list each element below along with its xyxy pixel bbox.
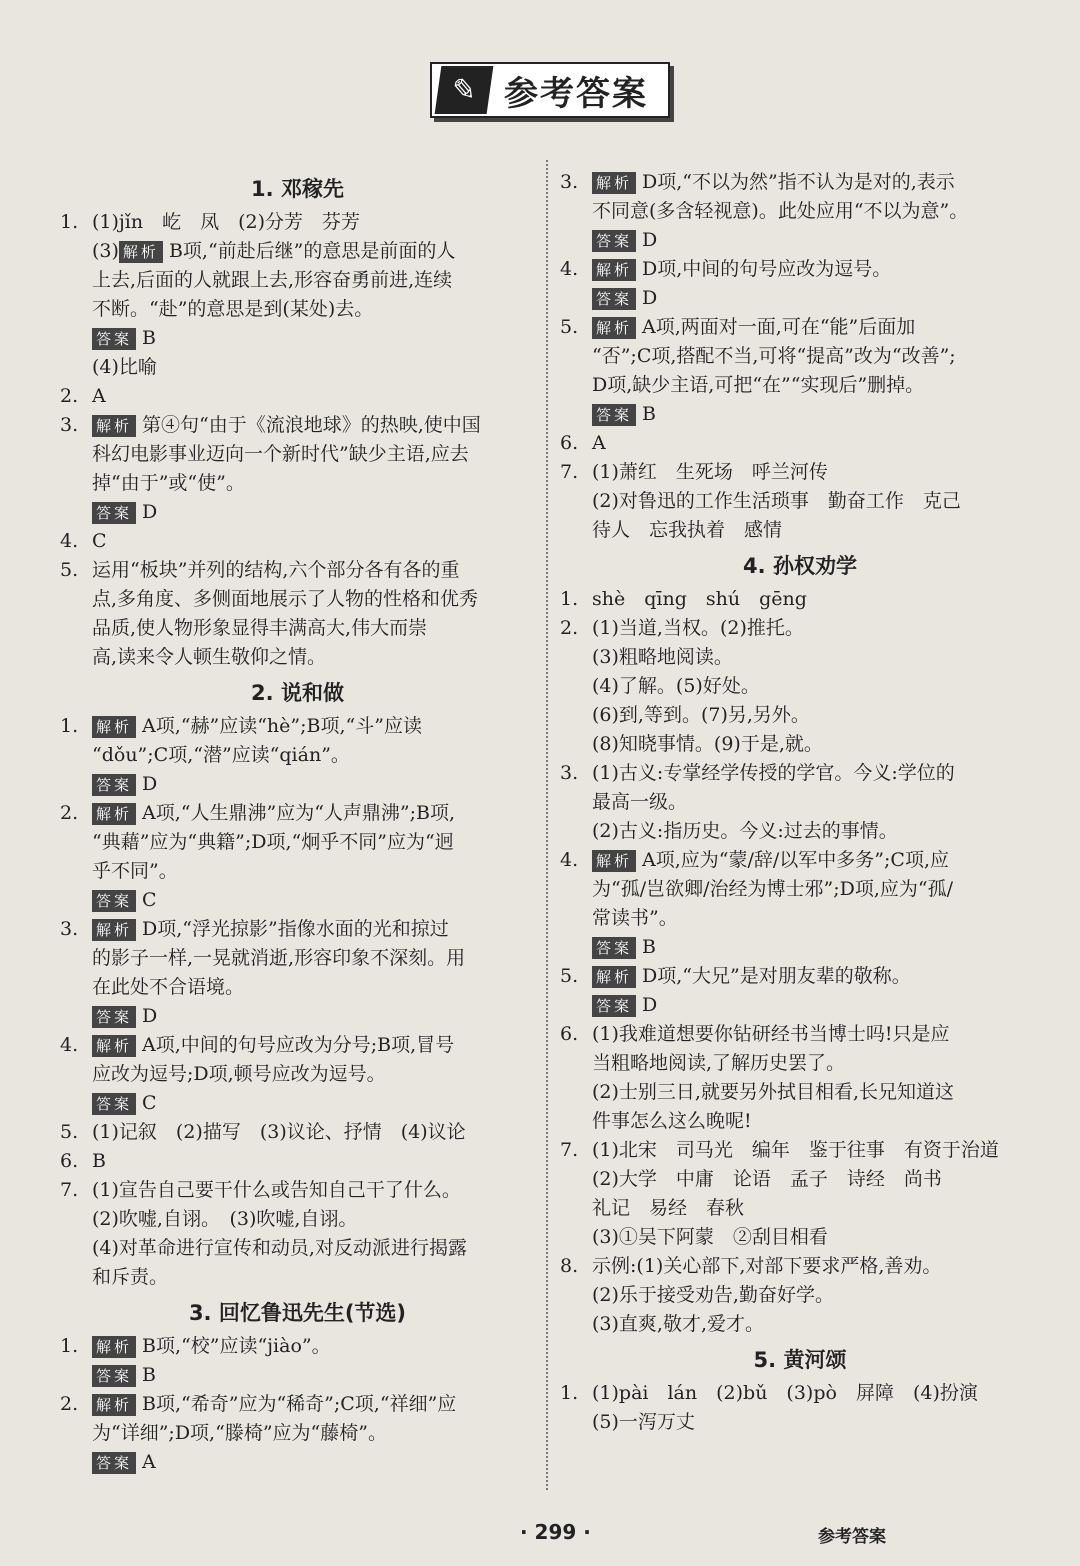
line-text: B项,“校”应读“jiào”。 [142,1335,331,1357]
answer-item [60,1332,535,1390]
answer-line [592,284,1040,313]
answer-item [560,1020,1040,1136]
answer-line [592,1379,1040,1408]
answer-line [592,313,1040,342]
answer-tag: 答案 [592,937,636,959]
answer-item [60,411,535,527]
answer-line [92,498,535,527]
answer-item [60,237,535,382]
item-number: 2. [60,1393,79,1415]
line-text: 不断。“赴”的意思是到(某处)去。 [92,298,374,320]
answer-line [592,614,1040,643]
answer-item [560,1252,1040,1339]
answer-line [92,1332,535,1361]
item-number: 3. [60,918,79,940]
answer-line [592,904,1040,933]
answer-line [592,1078,1040,1107]
line-text: B [92,1150,106,1172]
answer-line [92,411,535,440]
answer-line [592,1165,1040,1194]
line-text: (1)萧红 生死场 呼兰河传 [592,461,828,483]
answer-line [592,371,1040,400]
analysis-tag: 解析 [92,1394,136,1416]
answer-line [592,487,1040,516]
item-number: 4. [560,258,579,280]
item-number: 1. [60,1335,79,1357]
item-number: 4. [60,530,79,552]
line-text: A [92,385,106,407]
answer-item [60,1118,535,1147]
line-text: D [142,773,158,795]
answer-line [92,1361,535,1390]
answer-line [592,1252,1040,1281]
section-title: 5. 黄河颂 [753,1348,847,1372]
line-text: D [142,501,158,523]
answer-line [92,614,535,643]
analysis-tag: 解析 [119,241,163,263]
answer-item [560,255,1040,313]
line-text: (2)士别三日,就要另外拭目相看,长兄知道这 [592,1081,954,1103]
item-number: 3. [560,171,579,193]
answer-line [92,1448,535,1477]
line-text: A项,两面对一面,可在“能”后面加 [642,316,916,338]
answer-line [592,962,1040,991]
line-text: B项,“希奇”应为“稀奇”;C项,“祥细”应 [142,1393,457,1415]
answer-line [92,295,535,324]
analysis-tag: 解析 [92,919,136,941]
answer-tag: 答案 [592,288,636,310]
line-prefix: (3) [92,240,119,262]
page-number: · 299 · [520,1520,591,1544]
answer-line [592,1310,1040,1339]
answer-line [592,516,1040,545]
column-divider [546,160,548,1490]
item-number: 7. [60,1179,79,1201]
line-text: 示例:(1)关心部下,对部下要求严格,善劝。 [592,1255,942,1277]
answer-line [592,643,1040,672]
answer-line [92,1176,535,1205]
item-number: 1. [60,715,79,737]
answer-line [592,1223,1040,1252]
analysis-tag: 解析 [92,1035,136,1057]
item-number: 1. [560,588,579,610]
line-text: (1)我难道想要你钻研经书当博士吗!只是应 [592,1023,950,1045]
line-text: (1)pài lán (2)bǔ (3)pò 屏障 (4)扮演 [592,1382,978,1404]
answer-line [92,944,535,973]
line-text: (2)乐于接受劝告,勤奋好学。 [592,1284,834,1306]
answer-line [92,770,535,799]
answer-item [560,429,1040,458]
line-text: A项,“人生鼎沸”应为“人声鼎沸”;B项, [142,802,456,824]
line-text: A项,中间的句号应改为分号;B项,冒号 [142,1034,455,1056]
answer-item [560,313,1040,429]
answer-line [592,1281,1040,1310]
line-text: 和斥责。 [92,1266,169,1288]
line-text: 件事怎么这么晚呢! [592,1110,752,1132]
answer-line [92,1002,535,1031]
answer-line [592,933,1040,962]
line-text: 点,多角度、多侧面地展示了人物的性格和优秀 [92,588,479,610]
analysis-tag: 解析 [92,803,136,825]
answer-line [92,1031,535,1060]
answer-line [592,1049,1040,1078]
answer-line [592,429,1040,458]
answer-line [92,1390,535,1419]
answer-line [592,730,1040,759]
answer-item [60,208,535,237]
line-text: 常读书”。 [592,907,678,929]
answer-line [592,1408,1040,1437]
line-text: 为“孤/岂欲卿/治经为博士邪”;D项,应为“孤/ [592,878,954,900]
line-text: 高,读来令人顿生敬仰之情。 [92,646,327,668]
answer-line [92,828,535,857]
answer-item [560,168,1040,255]
line-text: “否”;C项,搭配不当,可将“提高”改为“改善”; [592,345,956,367]
answer-line [92,712,535,741]
answer-line [92,886,535,915]
line-text: (3)①吴下阿蒙 ②刮目相看 [592,1226,828,1248]
answer-line [92,1205,535,1234]
answer-line [592,672,1040,701]
item-number: 4. [60,1034,79,1056]
answer-tag: 答案 [592,230,636,252]
answer-line [592,342,1040,371]
item-number [60,237,92,382]
line-text: (5)一泻万丈 [592,1411,695,1433]
analysis-tag: 解析 [92,716,136,738]
item-number: 2. [560,617,579,639]
line-text: 应改为逗号;D项,顿号应改为逗号。 [92,1063,386,1085]
answer-line [592,817,1040,846]
answer-line [92,1060,535,1089]
answer-tag: 答案 [592,404,636,426]
line-text: (1)当道,当权。(2)推托。 [592,617,804,639]
answer-item [60,1147,535,1176]
answer-line [92,353,535,382]
answer-line [592,991,1040,1020]
answer-line [92,1234,535,1263]
answer-item [60,382,535,411]
answer-tag: 答案 [92,890,136,912]
answer-item [560,458,1040,545]
answer-item [60,799,535,915]
answer-item [60,1390,535,1477]
answer-line [92,237,535,266]
item-number: 2. [60,802,79,824]
line-text: (6)到,等到。(7)另,另外。 [592,704,810,726]
line-text: (3)粗略地阅读。 [592,646,733,668]
item-number: 3. [60,414,79,436]
line-text: (1)宣告自己要干什么或告知自己干了什么。 [92,1179,461,1201]
line-text: (2)吹嘘,自诩。 (3)吹嘘,自诩。 [92,1208,358,1230]
answer-item [60,1176,535,1292]
answer-line [92,799,535,828]
section-title: 4. 孙权劝学 [743,554,857,578]
answer-line [92,208,535,237]
line-text: 礼记 易经 春秋 [592,1197,745,1219]
line-text: 当粗略地阅读,了解历史罢了。 [592,1052,846,1074]
line-text: 掉“由于”或“使”。 [92,472,245,494]
line-text: B项,“前赴后继”的意思是前面的人 [168,240,456,262]
item-number: 6. [560,1023,579,1045]
answer-line [92,973,535,1002]
line-text: B [142,327,156,349]
answer-line [92,1089,535,1118]
answer-line [592,1107,1040,1136]
answer-line [92,324,535,353]
line-text: D [642,287,658,309]
answer-line [92,382,535,411]
item-number: 6. [60,1150,79,1172]
answer-line [92,915,535,944]
item-number: 3. [560,762,579,784]
line-text: 待人 忘我执着 感情 [592,519,783,541]
item-number: 5. [60,559,79,581]
answer-line [592,400,1040,429]
answer-line [592,1194,1040,1223]
answer-line [92,440,535,469]
item-number: 1. [560,1382,579,1404]
pen-icon: ✎ [435,66,494,114]
answer-line [92,527,535,556]
answer-line [592,846,1040,875]
analysis-tag: 解析 [592,259,636,281]
answer-tag: 答案 [92,502,136,524]
line-text: A [142,1451,156,1473]
answer-item [560,1379,1040,1437]
answer-item [560,962,1040,1020]
item-number: 5. [560,965,579,987]
answer-tag: 答案 [592,995,636,1017]
answer-tag: 答案 [92,1093,136,1115]
answer-tag: 答案 [92,1006,136,1028]
section-title: 1. 邓稼先 [251,177,344,201]
answer-item [60,915,535,1031]
answer-line [592,226,1040,255]
left-column [60,168,535,1477]
answer-item [60,556,535,672]
answer-item [60,712,535,799]
line-text: B [642,403,656,425]
answer-line [92,741,535,770]
answer-item [560,614,1040,759]
line-text: 运用“板块”并列的结构,六个部分各有各的重 [92,559,460,581]
line-text: D项,“大兄”是对朋友辈的敬称。 [642,965,911,987]
answer-line [592,1020,1040,1049]
answer-line [592,1136,1040,1165]
line-text: (4)了解。(5)好处。 [592,675,760,697]
line-text: D项,“不以为然”指不认为是对的,表示 [642,171,955,193]
answer-tag: 答案 [92,774,136,796]
line-text: C [142,889,157,911]
line-text: “典藉”应为“典籍”;D项,“炯乎不同”应为“迥 [92,831,454,853]
answer-line [592,458,1040,487]
line-text: (2)古义:指历史。今义:过去的事情。 [592,820,898,842]
line-text: D [642,994,658,1016]
answer-item [60,1031,535,1118]
analysis-tag: 解析 [592,317,636,339]
line-text: 乎不同”。 [92,860,178,882]
answer-item [560,585,1040,614]
answer-line [592,255,1040,284]
answer-line [592,197,1040,226]
line-text: (4)对革命进行宣传和动员,对反动派进行揭露 [92,1237,467,1259]
line-text: B [142,1364,156,1386]
line-text: B [642,936,656,958]
answer-item [560,1136,1040,1252]
line-text: 科幻电影事业迈向一个新时代”缺少主语,应去 [92,443,469,465]
answer-line [92,1263,535,1292]
item-number: 8. [560,1255,579,1277]
answer-line [592,759,1040,788]
answer-line [92,1419,535,1448]
answer-item [560,759,1040,846]
analysis-tag: 解析 [92,415,136,437]
line-text: (1)记叙 (2)描写 (3)议论、抒情 (4)议论 [92,1121,466,1143]
line-text: 的影子一样,一晃就消逝,形容印象不深刻。用 [92,947,466,969]
line-text: 为“详细”;D项,“滕椅”应为“藤椅”。 [92,1422,387,1444]
line-text: 不同意(多含轻视意)。此处应用“不以为意”。 [592,200,969,222]
line-text: shè qīng shú gēng [592,588,807,610]
line-text: (1)北宋 司马光 编年 鉴于往事 有资于治道 [592,1139,999,1161]
line-text: (4)比喻 [92,356,157,378]
answer-item [560,846,1040,962]
line-text: “dǒu”;C项,“潜”应读“qián”。 [92,744,350,766]
answer-tag: 答案 [92,1452,136,1474]
running-footer: 参考答案 [818,1527,886,1547]
right-column [560,168,1040,1437]
section-title: 3. 回忆鲁迅先生(节选) [188,1301,407,1325]
line-text: C [92,530,107,552]
analysis-tag: 解析 [592,966,636,988]
line-text: 第④句“由于《流浪地球》的热映,使中国 [142,414,481,436]
analysis-tag: 解析 [592,850,636,872]
line-text: D项,“浮光掠影”指像水面的光和掠过 [142,918,449,940]
item-number: 6. [560,432,579,454]
answer-item [60,527,535,556]
item-number: 2. [60,385,79,407]
answer-line [592,788,1040,817]
line-text: (2)大学 中庸 论语 孟子 诗经 尚书 [592,1168,942,1190]
line-text: A项,“赫”应读“hè”;B项,“斗”应读 [142,715,422,737]
answer-line [92,1118,535,1147]
answer-line [592,875,1040,904]
item-number: 4. [560,849,579,871]
page-title: 参考答案 [504,73,648,114]
analysis-tag: 解析 [92,1336,136,1358]
answer-line [92,266,535,295]
answer-line [92,469,535,498]
line-text: D [142,1005,158,1027]
answer-line [92,556,535,585]
answer-line [92,643,535,672]
line-text: D [642,229,658,251]
line-text: (1)jǐn 屹 凤 (2)分芳 芬芳 [92,211,361,233]
answer-header [430,62,670,118]
answer-line [92,1147,535,1176]
answer-line [92,585,535,614]
answer-tag: 答案 [92,1365,136,1387]
line-text: 品质,使人物形象显得丰满高大,伟大而崇 [92,617,428,639]
answer-tag: 答案 [92,328,136,350]
line-text: C [142,1092,157,1114]
item-number: 7. [560,461,579,483]
line-text: D项,缺少主语,可把“在”“实现后”删掉。 [592,374,925,396]
line-text: 最高一级。 [592,791,688,813]
item-number: 1. [60,211,79,233]
line-text: 上去,后面的人就跟上去,形容奋勇前进,连续 [92,269,453,291]
section-title: 2. 说和做 [251,681,344,705]
line-text: 在此处不合语境。 [92,976,245,998]
item-number: 7. [560,1139,579,1161]
item-number: 5. [560,316,579,338]
analysis-tag: 解析 [592,172,636,194]
line-text: (1)古义:专掌经学传授的学官。今义:学位的 [592,762,955,784]
line-text: A项,应为“蒙/辞/以军中多务”;C项,应 [642,849,949,871]
answer-line [592,701,1040,730]
answer-line [592,585,1040,614]
answer-line [592,168,1040,197]
item-number: 5. [60,1121,79,1143]
line-text: (2)对鲁迅的工作生活琐事 勤奋工作 克己 [592,490,961,512]
answer-line [92,857,535,886]
line-text: A [592,432,606,454]
line-text: (3)直爽,敬才,爱才。 [592,1313,764,1335]
line-text: (8)知晓事情。(9)于是,就。 [592,733,823,755]
line-text: D项,中间的句号应改为逗号。 [642,258,892,280]
